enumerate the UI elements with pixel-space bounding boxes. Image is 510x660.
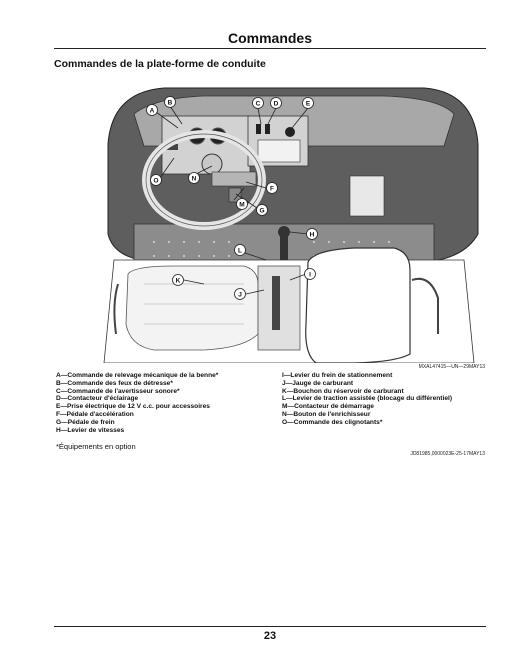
- callout-label: J: [238, 291, 242, 299]
- legend-item: E—Prise électrique de 12 V c.c. pour accessoires: [56, 403, 210, 411]
- callout-label: K: [175, 277, 181, 285]
- callout-label: I: [309, 271, 311, 279]
- callout-label: G: [259, 207, 265, 215]
- section-title: Commandes de la plate-forme de conduite: [54, 58, 266, 70]
- legend-item: K—Bouchon du réservoir de carburant: [282, 387, 404, 395]
- legend-item: I—Levier du frein de stationnement: [282, 372, 393, 379]
- legend-item: D—Contacteur d'éclairage: [56, 395, 139, 403]
- callout-label: L: [238, 247, 242, 255]
- legend-item: B—Commande des feux de détresse*: [56, 379, 173, 387]
- callout-label: C: [255, 100, 261, 108]
- callout-label: E: [305, 100, 311, 108]
- legend-item: F—Pédale d'accélération: [56, 410, 134, 418]
- callout-label: D: [273, 100, 279, 108]
- figure-code: MXAL47415—UN—29MAY13: [418, 364, 485, 370]
- pedal-area: [212, 172, 256, 186]
- fuel-tank: [126, 266, 258, 350]
- callout-label: H: [309, 231, 315, 239]
- legend-item: M—Contacteur de démarrage: [282, 403, 374, 411]
- legend-item: G—Pédale de frein: [56, 418, 115, 426]
- legend-item: J—Jauge de carburant: [282, 379, 354, 387]
- warning-label: [258, 140, 300, 162]
- legend-item: L—Levier de traction assistée (blocage du différentiel): [282, 395, 453, 403]
- page-title: Commandes: [227, 30, 313, 46]
- callout-label: M: [239, 201, 245, 209]
- legend-item: O—Commande des clignotants*: [282, 418, 383, 426]
- header-rule: [54, 48, 486, 49]
- legend-right: [282, 372, 492, 427]
- optional-equipment-footnote: *Équipements en option: [56, 442, 136, 451]
- page-number: 23: [263, 630, 277, 642]
- callout-label: A: [149, 107, 155, 115]
- legend-item: A—Commande de relevage mécanique de la benne*: [56, 372, 219, 379]
- legend-item: H—Levier de vitesses: [56, 426, 125, 434]
- legend-left: [56, 372, 271, 434]
- seat: [306, 248, 410, 363]
- legend-item: N—Bouton de l'enrichisseur: [282, 410, 371, 418]
- legend-item: C—Commande de l'avertisseur sonore*: [56, 387, 180, 395]
- footer-rule: [54, 626, 486, 627]
- callout-label: O: [153, 177, 159, 185]
- callout-label: N: [191, 175, 197, 183]
- operator-station-illustration: [94, 84, 488, 363]
- gear-lever: [280, 234, 288, 262]
- callout-label: F: [270, 185, 274, 193]
- document-code: JD81985,0000023E-25-17MAY13: [410, 451, 485, 457]
- side-decal: [350, 176, 384, 216]
- callout-label: B: [167, 99, 173, 107]
